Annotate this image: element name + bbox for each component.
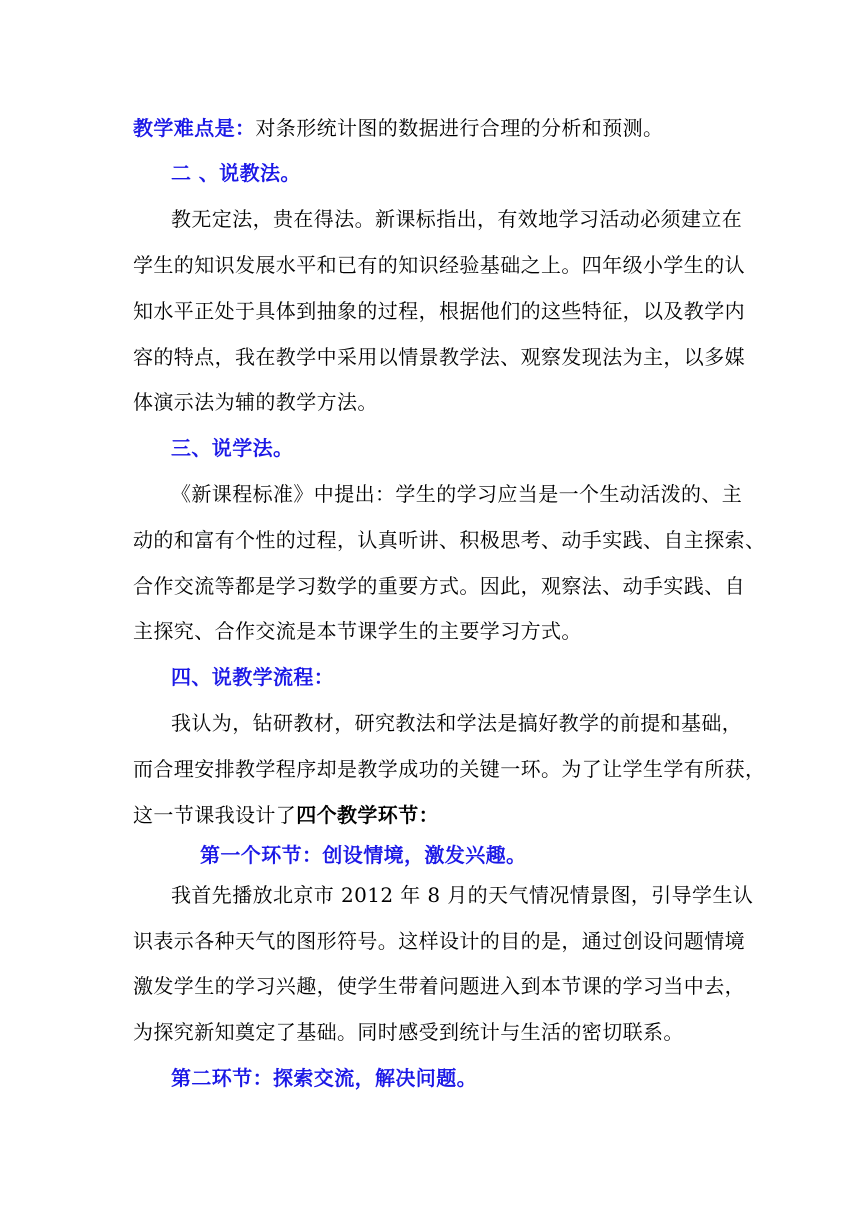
paragraph-line: 知水平正处于具体到抽象的过程，根据他们的这些特征，以及教学内 <box>133 299 745 323</box>
paragraph-line: 识表示各种天气的图形符号。这样设计的目的是，通过创设问题情境 <box>133 929 745 953</box>
paragraph-line: 教无定法，贵在得法。新课标指出，有效地学习活动必须建立在 <box>171 207 743 231</box>
step-heading-second: 第二环节：探索交流，解决问题。 <box>171 1066 477 1090</box>
difficulty-paragraph <box>133 116 663 140</box>
paragraph-line: 激发学生的学习兴趣，使学生带着问题进入到本节课的学习当中去， <box>133 974 745 998</box>
paragraph-suffix: ： <box>418 803 440 827</box>
paragraph-prefix: 这一节课我设计了 <box>133 803 297 827</box>
paragraph-line: 合作交流等都是学习数学的重要方式。因此，观察法、动手实践、自 <box>133 574 745 598</box>
paragraph-line: 容的特点，我在教学中采用以情景教学法、观察发现法为主，以多媒 <box>133 345 745 369</box>
paragraph-line: 动的和富有个性的过程，认真听讲、积极思考、动手实践、自主探索、 <box>133 528 766 552</box>
paragraph-line: 主探究、合作交流是本节课学生的主要学习方式。 <box>133 619 582 643</box>
paragraph-line: 《新课程标准》中提出：学生的学习应当是一个生动活泼的、主 <box>171 482 743 506</box>
difficulty-label: 教学难点是： <box>133 116 256 140</box>
paragraph-line: 我认为，钻研教材，研究教法和学法是搞好教学的前提和基础， <box>171 711 743 735</box>
paragraph-line: 为探究新知奠定了基础。同时感受到统计与生活的密切联系。 <box>133 1020 684 1044</box>
section-heading-teaching-method: 二 、说教法。 <box>171 161 301 185</box>
paragraph-line: 学生的知识发展水平和已有的知识经验基础之上。四年级小学生的认 <box>133 253 745 277</box>
four-steps-emphasis: 四个教学环节 <box>296 803 419 827</box>
paragraph-line: 体演示法为辅的教学方法。 <box>133 390 378 414</box>
paragraph-line-with-emphasis <box>133 803 439 827</box>
section-heading-teaching-process: 四、说教学流程： <box>171 665 335 689</box>
difficulty-text: 对条形统计图的数据进行合理的分析和预测。 <box>255 116 664 140</box>
step-heading-first: 第一个环节：创设情境，激发兴趣。 <box>200 843 527 867</box>
section-heading-learning-method: 三、说学法。 <box>171 436 294 460</box>
paragraph-line: 我首先播放北京市 2012 年 8 月的天气情况情景图，引导学生认 <box>171 883 754 907</box>
paragraph-line: 而合理安排教学程序却是教学成功的关键一环。为了让学生学有所获， <box>133 757 766 781</box>
